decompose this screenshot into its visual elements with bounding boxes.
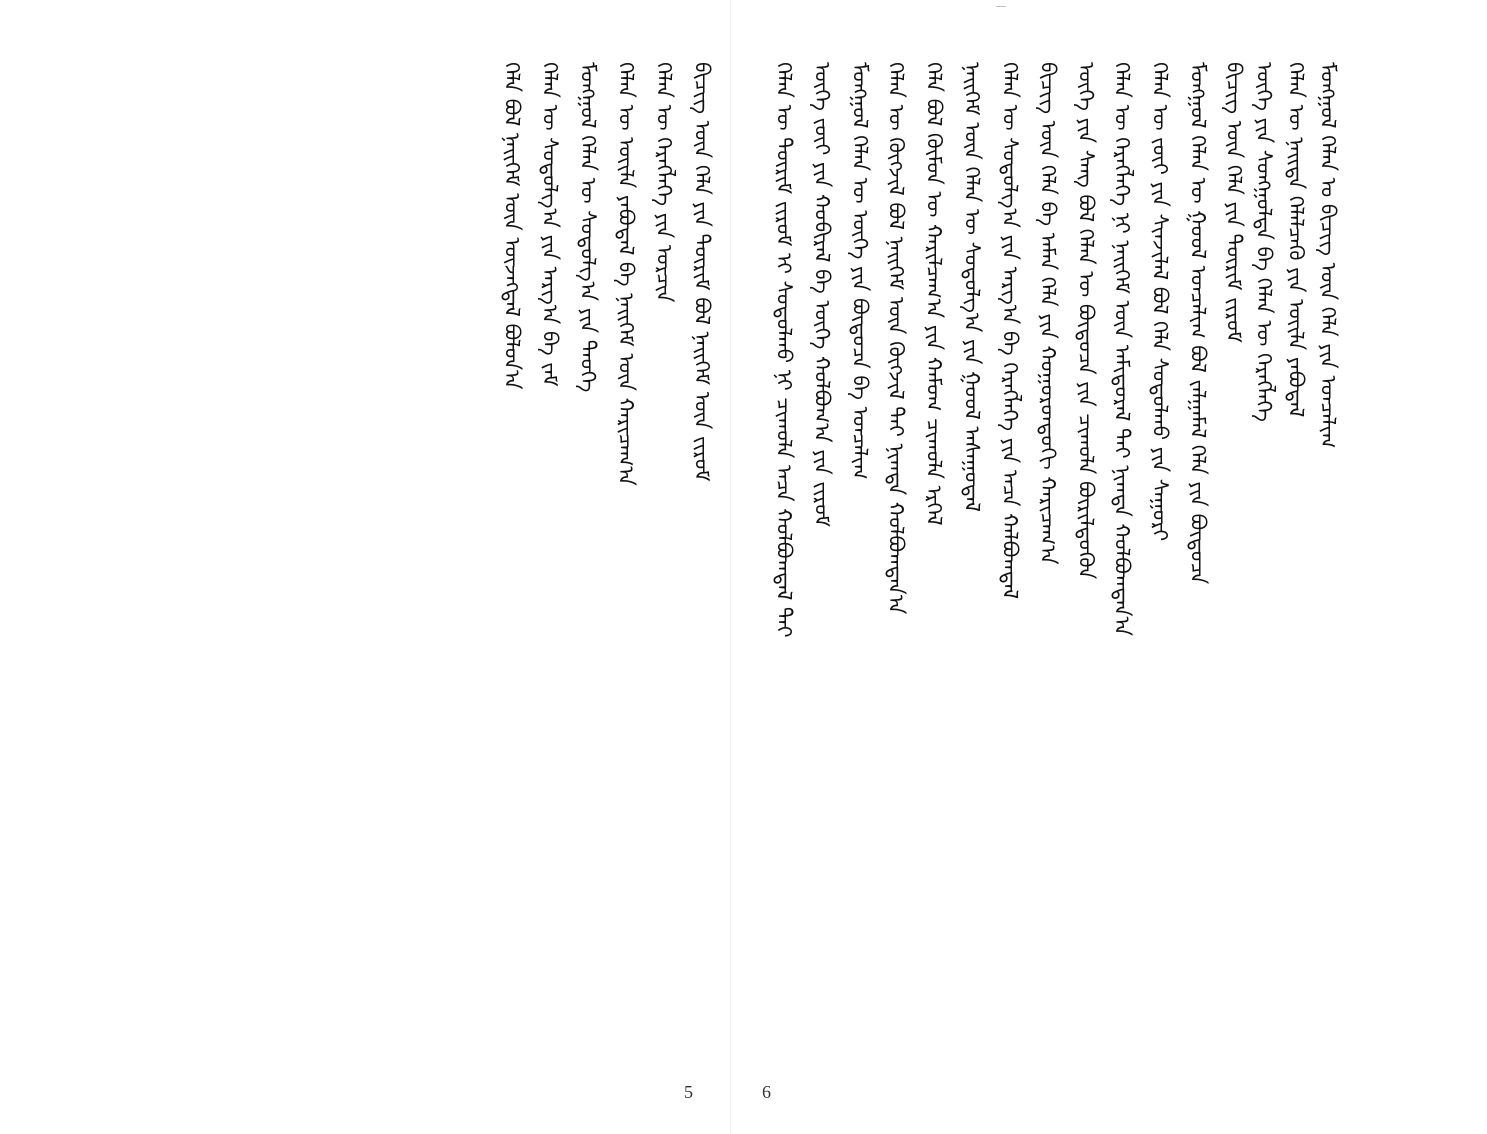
text-column-17: ᠪᠢᠴᠢᠭ ᠦᠨ ᠬᠡᠯᠡ ᠶᠢᠨ ᠳᠦᠷᠢᠮ ᠪᠣᠯ ᠨᠡᠢᠭᠡᠮ ᠦᠨ ᠵᠢᠷᠤᠮ [690,62,714,482]
page-number-right: 6 [762,1082,771,1102]
text-column-7: ᠬᠡᠯᠡᠨ ᠦ ᠬᠡᠷᠡᠭᠯᠡᠭᠡ ᠨᠢ ᠨᠡᠢᠭᠡᠮ ᠦᠨ ᠠᠮᠢᠳᠤᠷᠠᠯ ᠲᠠᠢ ᠨᠢᠭᠲᠠ ᠬᠣᠯᠪᠣᠭᠳᠠᠨ᠎ᠠ [1110,62,1134,636]
text-column-14: ᠮᠣᠩᠭᠣᠯ ᠬᠡᠯᠡᠨ ᠦ ᠦᠭᠡ ᠶᠢᠨ ᠪᠦᠲᠦᠴᠡ ᠪᠠ ᠣᠨᠴᠠᠯᠢᠭ [848,62,872,480]
page-number-left: 5 [684,1082,693,1102]
text-column-21: ᠬᠡᠯᠡᠨ ᠦ ᠰᠤᠳᠤᠯᠭ᠎ᠠ ᠶᠢᠨ ᠠᠷᠭ᠎ᠠ ᠪᠠ ᠵᠠᠮ [538,62,562,387]
text-column-2: ᠬᠡᠯᠡᠨ ᠦ ᠨᠡᠢᠳᠡ ᠬᠡᠯᠡᠯᠴᠡᠬᠦ ᠶᠢᠨ ᠦᠢᠯᠡ ᠶᠠᠪᠤᠳᠠᠯ [1284,62,1308,418]
text-column-18: ᠬᠡᠯᠡᠨ ᠦ ᠬᠡᠷᠡᠭᠯᠡᠭᠡ ᠶᠢᠨ ᠣᠷᠴᠢᠨ [652,62,676,303]
text-column-6: ᠬᠡᠯᠡᠨ ᠦ ᠵᠦᠢ ᠶᠢᠨ ᠰᠢᠨᠵᠢᠯᠡᠯ ᠪᠣᠯ ᠬᠡᠯᠡ ᠰᠤᠳᠤᠯᠬᠤ ᠶᠢᠨ ᠰᠠᠭᠤᠷᠢ [1148,62,1172,542]
page-gutter [730,0,731,1134]
top-mark [996,0,1006,7]
text-column-12: ᠬᠡᠯᠡ ᠪᠣᠯ ᠬᠦᠮᠦᠨ ᠦ ᠬᠠᠷᠢᠯᠴᠠᠭ᠎ᠠ ᠶᠢᠨ ᠬᠠᠮᠤᠭ ᠴᠢᠬᠤᠯᠠ ᠡᠷᠭᠡᠯ [922,62,946,526]
text-column-3: ᠦᠭᠡ ᠶᠢᠨ ᠰᠤᠩᠭᠤᠯᠲᠠ ᠪᠠ ᠬᠡᠯᠡᠨ ᠦ ᠬᠡᠷᠡᠭᠯᠡᠭᠡ [1252,62,1276,422]
text-column-8: ᠦᠭᠡ ᠶᠢᠨ ᠰᠠᠩ ᠪᠣᠯ ᠬᠡᠯᠡᠨ ᠦ ᠪᠦᠲᠦᠴᠡ ᠶᠢᠨ ᠴᠢᠬᠤᠯᠠ ᠪᠦᠷᠢᠯᠳᠦᠬᠦᠨ [1074,62,1098,580]
text-column-4: ᠪᠢᠴᠢᠭ ᠦᠨ ᠬᠡᠯᠡ ᠶᠢᠨ ᠳᠦᠷᠢᠮ ᠵᠢᠷᠤᠮ [1222,62,1246,343]
text-column-16: ᠬᠡᠯᠡᠨ ᠦ ᠳᠦᠷᠢᠮ ᠵᠢᠷᠤᠮ ᠢ ᠰᠤᠳᠤᠯᠬᠤ ᠨᠢ ᠴᠢᠬᠤᠯᠠ ᠠᠴᠠ ᠬᠣᠯᠪᠣᠭᠳᠠᠯ ᠲᠠᠢ [772,62,796,638]
text-column-15: ᠦᠭᠡ ᠵᠦᠢ ᠶᠢᠨ ᠬᠤᠪᠢᠷᠠᠯ ᠪᠠ ᠦᠭᠡ ᠬᠣᠯᠪᠣᠭ᠎ᠠ ᠶᠢᠨ ᠵᠢᠷᠤᠮ [810,62,834,527]
text-column-9: ᠪᠢᠴᠢᠭ ᠦᠨ ᠬᠡᠯᠡ ᠪᠠ ᠠᠮᠠᠨ ᠬᠡᠯᠡ ᠶᠢᠨ ᠬᠣᠭᠣᠷᠤᠨᠳᠤᠬᠢ ᠬᠠᠷᠢᠴᠠᠭ᠎ᠠ [1036,62,1060,565]
text-column-11: ᠨᠡᠢᠭᠡᠮ ᠦᠨ ᠬᠡᠯᠡᠨ ᠦ ᠰᠤᠳᠤᠯᠭ᠎ᠠ ᠶᠢᠨ ᠭᠣᠣᠯ ᠠᠰᠠᠭᠤᠳᠠᠯ [960,62,984,512]
text-column-10: ᠬᠡᠯᠡᠨ ᠦ ᠰᠤᠳᠤᠯᠭ᠎ᠠ ᠶᠢᠨ ᠠᠷᠭ᠎ᠠ ᠪᠠ ᠬᠡᠷᠡᠭᠯᠡᠭᠡ ᠶᠢᠨ ᠠᠴᠠ ᠬᠠᠯᠪᠣᠭᠳᠠᠯ [998,62,1022,600]
text-column-1: ᠮᠣᠩᠭᠣᠯ ᠬᠡᠯᠡᠨ ᠤ ᠪᠢᠴᠢᠭ ᠦᠨ ᠬᠡᠯᠡ ᠶᠢᠨ ᠣᠨᠴᠠᠯᠢᠭ [1316,62,1340,449]
text-column-22: ᠬᠡᠯᠡ ᠪᠣᠯ ᠨᠡᠢᠭᠡᠮ ᠦᠨ ᠦᠵᠡᠭᠳᠡᠯ ᠪᠣᠯᠤᠨ᠎ᠠ [500,62,524,390]
text-column-13: ᠬᠡᠯᠡᠨ ᠦ ᠬᠦᠭᠵᠢᠯ ᠪᠣᠯ ᠨᠡᠢᠭᠡᠮ ᠦᠨ ᠬᠦᠭᠵᠢᠯ ᠲᠠᠢ ᠨᠢᠭᠲᠠ ᠬᠣᠯᠪᠣᠭᠳᠠᠨ᠎ᠠ [884,62,908,615]
text-column-19: ᠬᠡᠯᠡᠨ ᠦ ᠦᠢᠯᠡ ᠶᠠᠪᠤᠳᠠᠯ ᠪᠠ ᠨᠡᠢᠭᠡᠮ ᠦᠨ ᠬᠠᠷᠢᠴᠠᠭ᠎ᠠ [614,62,638,486]
text-column-20: ᠮᠣᠩᠭᠣᠯ ᠬᠡᠯᠡᠨ ᠦ ᠰᠤᠳᠤᠯᠭ᠎ᠠ ᠶᠢᠨ ᠲᠡᠦᠬᠡ [576,62,600,393]
text-column-5: ᠮᠣᠩᠭᠣᠯ ᠬᠡᠯᠡᠨ ᠦ ᠭᠣᠣᠯ ᠣᠨᠴᠠᠯᠢᠭ ᠪᠣᠯ ᠵᠠᠯᠭᠠᠮᠠᠯ ᠬᠡᠯᠡ ᠶᠢᠨ ᠪᠦᠲᠦᠴᠡ [1186,62,1210,585]
